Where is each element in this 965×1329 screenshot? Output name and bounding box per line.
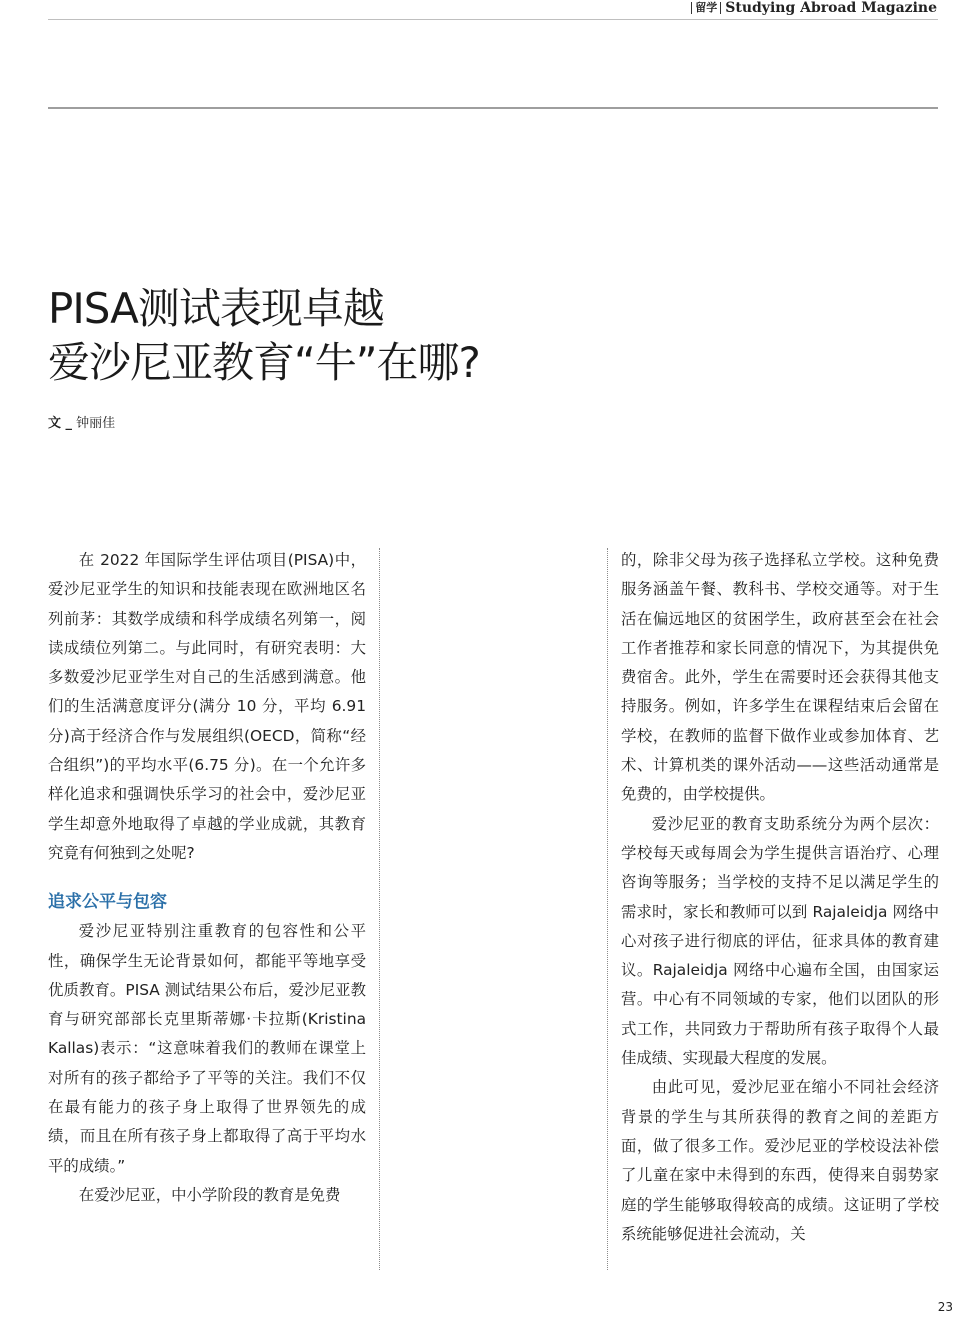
title-line-1: PISA测试表现卓越 [48, 284, 384, 333]
column-divider [607, 548, 608, 1270]
title-line-2: 爱沙尼亚教育“牛”在哪? [48, 338, 480, 387]
paragraph: 的，除非父母为孩子选择私立学校。这种免费服务涵盖午餐、教科书、学校交通等。对于生活在偏远地区的贫困学生，政府甚至会在社会工作者推荐和家长同意的情况下，为其提供免费宿舍。此外，学生在需要时还会获得其他支持服务。例如，许多学生在课程结束后会留在学校，在教师的监督下做作业或参加体育、艺术、计算机类的课外活动——这些活动通常是免费的，由学校提供。 [621, 551, 939, 804]
header-top-rule [48, 19, 938, 20]
header-rule [48, 107, 938, 109]
magazine-logo: 留学 [691, 2, 721, 14]
article-title [48, 282, 848, 390]
paragraph: 由此可见，爱沙尼亚在缩小不同社会经济背景的学生与其所获得的教育之间的差距方面，做了很多工作。爱沙尼亚的学校设法补偿了儿童在家中未得到的东西，使得来自弱势家庭的学生能够取得较高的成绩。这证明了学校系统能够促进社会流动，关 [621, 1078, 939, 1243]
paragraph: 爱沙尼亚特别注重教育的包容性和公平性，确保学生无论背景如何，都能平等地享受优质教育。PISA 测试结果公布后，爱沙尼亚教育与研究部部长克里斯蒂娜·卡拉斯(Kristina Kallas)表示：“这意味着我们的教师在课堂上对所有的孩子都给予了平等的关注。我们不仅在最有能力的孩子身上取得了世界领先的成绩，而且在所有孩子身上都取得了高于平均水平的成绩。” [48, 922, 366, 1175]
paragraph: 在爱沙尼亚，中小学阶段的教育是免费 [78, 1185, 341, 1204]
byline [48, 412, 115, 431]
left-column [48, 546, 366, 1210]
paragraph: 爱沙尼亚的教育支助系统分为两个层次：学校每天或每周会为学生提供言语治疗、心理咨询等服务；当学校的支持不足以满足学生的需求时，家长和教师可以到 Rajaleidja 网络中心对孩子进行彻底的评估，征求具体的教育建议。Rajaleidja 网络中心遍布全国，由国家运营。中心有不同领域的专家，他们以团队的形式工作，共同致力于帮助所有孩子取得个人最佳成绩、实现最大程度的发展。 [621, 814, 939, 1068]
magazine-name: Studying Abroad Magazine [725, 0, 937, 16]
intro-paragraph: 在 2022 年国际学生评估项目(PISA)中，爱沙尼亚学生的知识和技能表现在欧洲地区名列前茅：其数学成绩和科学成绩名列第一，阅读成绩位列第二。与此同时，有研究表明：大多数爱沙尼亚学生对自己的生活感到满意。他们的生活满意度评分(满分 10 分，平均 6.91 分)高于经济合作与发展组织(OECD，简称“经合组织”)的平均水平(6.75 分)。在一个允许多样化追求和强调快乐学习的社会中，爱沙尼亚学生却意外地取得了卓越的学业成就，其教育究竟有何独到之处呢? [48, 551, 366, 862]
right-column [621, 546, 939, 1249]
page-number: 23 [937, 1300, 953, 1314]
author-name: 钟丽佳 [76, 416, 116, 431]
magazine-masthead [691, 0, 937, 16]
section-heading: 追求公平与包容 [48, 892, 167, 913]
byline-prefix: 文 _ [48, 416, 73, 431]
column-divider [379, 548, 380, 1270]
